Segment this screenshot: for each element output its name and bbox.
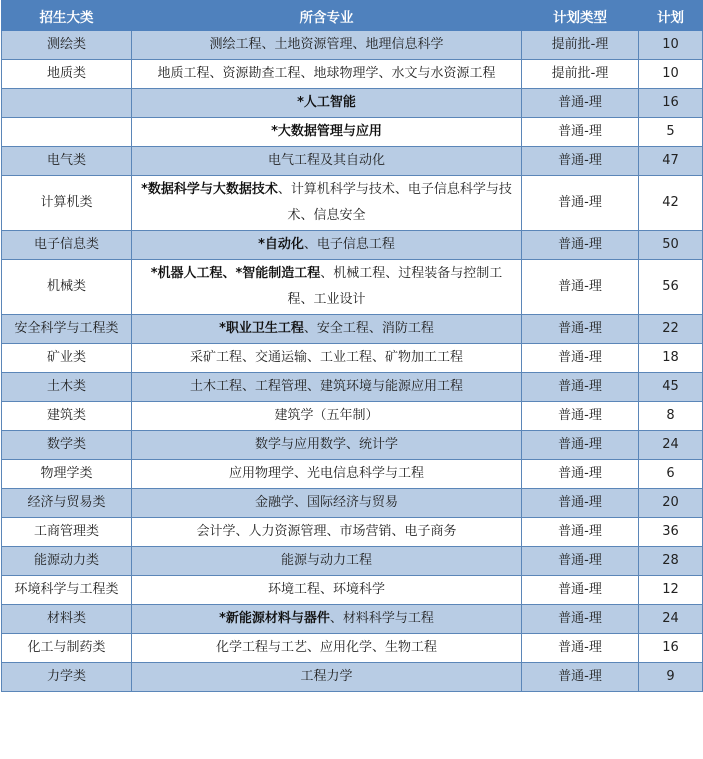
table-row	[2, 176, 703, 231]
cell-plan: 5	[639, 118, 703, 147]
major-list: 地质工程、资源勘查工程、地球物理学、水文与水资源工程	[157, 66, 496, 81]
major-list: 电气工程及其自动化	[267, 153, 385, 168]
cell-plan: 9	[639, 663, 703, 692]
cell-majors	[132, 60, 522, 89]
table-row	[2, 60, 703, 89]
table-row	[2, 31, 703, 60]
major-list: 数学与应用数学、统计学	[254, 437, 398, 452]
table-row	[2, 547, 703, 576]
cell-category: 土木类	[2, 373, 132, 402]
major-list: 、材料科学与工程	[329, 611, 434, 626]
cell-plan-type: 普通-理	[522, 547, 639, 576]
table-row	[2, 147, 703, 176]
cell-plan: 12	[639, 576, 703, 605]
cell-plan-type: 普通-理	[522, 634, 639, 663]
major-list: 工程力学	[300, 669, 353, 684]
cell-plan: 10	[639, 31, 703, 60]
cell-category: 化工与制药类	[2, 634, 132, 663]
cell-plan-type: 普通-理	[522, 315, 639, 344]
cell-category: 电子信息类	[2, 231, 132, 260]
featured-major: *机器人工程、*智能制造工程	[150, 266, 321, 281]
cell-majors	[132, 605, 522, 634]
cell-plan: 50	[639, 231, 703, 260]
cell-plan: 42	[639, 176, 703, 231]
table-row	[2, 460, 703, 489]
cell-category: 材料类	[2, 605, 132, 634]
table-row	[2, 260, 703, 315]
cell-category: 数学类	[2, 431, 132, 460]
major-list: 测绘工程、土地资源管理、地理信息科学	[209, 37, 444, 52]
major-list: 会计学、人力资源管理、市场营销、电子商务	[196, 524, 457, 539]
header-plan-type: 计划类型	[522, 1, 639, 31]
cell-majors	[132, 489, 522, 518]
table-row	[2, 344, 703, 373]
cell-majors	[132, 118, 522, 147]
cell-plan-type: 提前批-理	[522, 60, 639, 89]
cell-plan-type: 普通-理	[522, 431, 639, 460]
major-list: 金融学、国际经济与贸易	[254, 495, 398, 510]
cell-category: 测绘类	[2, 31, 132, 60]
cell-plan-type: 普通-理	[522, 460, 639, 489]
cell-majors	[132, 344, 522, 373]
table-row	[2, 231, 703, 260]
cell-majors	[132, 460, 522, 489]
enrollment-plan-table	[1, 0, 703, 692]
major-list: 、机械工程、过程装备与控制工程、工业设计	[287, 266, 503, 307]
featured-major: *职业卫生工程	[219, 321, 304, 336]
major-list: 、安全工程、消防工程	[303, 321, 434, 336]
featured-major: *人工智能	[297, 95, 356, 110]
cell-category: 矿业类	[2, 344, 132, 373]
cell-plan-type: 普通-理	[522, 231, 639, 260]
cell-majors	[132, 547, 522, 576]
featured-major: *新能源材料与器件	[219, 611, 330, 626]
featured-major: *大数据管理与应用	[271, 124, 382, 139]
major-list: 、电子信息工程	[303, 237, 395, 252]
cell-category: 经济与贸易类	[2, 489, 132, 518]
table-row	[2, 315, 703, 344]
table-row	[2, 663, 703, 692]
cell-majors	[132, 663, 522, 692]
header-plan: 计划	[639, 1, 703, 31]
cell-majors	[132, 231, 522, 260]
major-list: 应用物理学、光电信息科学与工程	[228, 466, 424, 481]
cell-plan: 22	[639, 315, 703, 344]
table-row	[2, 605, 703, 634]
cell-plan-type: 普通-理	[522, 518, 639, 547]
table-row	[2, 634, 703, 663]
cell-plan-type: 普通-理	[522, 260, 639, 315]
cell-plan: 10	[639, 60, 703, 89]
cell-category: 建筑类	[2, 402, 132, 431]
table-row	[2, 89, 703, 118]
cell-plan-type: 普通-理	[522, 489, 639, 518]
cell-majors	[132, 373, 522, 402]
cell-plan-type: 普通-理	[522, 89, 639, 118]
cell-plan: 8	[639, 402, 703, 431]
cell-plan-type: 普通-理	[522, 344, 639, 373]
major-list: 能源与动力工程	[280, 553, 372, 568]
cell-category	[2, 118, 132, 147]
cell-majors	[132, 89, 522, 118]
cell-plan-type: 普通-理	[522, 663, 639, 692]
cell-plan-type: 普通-理	[522, 176, 639, 231]
major-list: 、计算机科学与技术、电子信息科学与技术、信息安全	[277, 182, 512, 223]
cell-majors	[132, 147, 522, 176]
cell-plan: 45	[639, 373, 703, 402]
featured-major: *数据科学与大数据技术	[141, 182, 278, 197]
cell-plan: 36	[639, 518, 703, 547]
table-row	[2, 431, 703, 460]
cell-plan: 24	[639, 605, 703, 634]
cell-plan: 47	[639, 147, 703, 176]
table-row	[2, 118, 703, 147]
header-majors: 所含专业	[132, 1, 522, 31]
major-list: 建筑学（五年制）	[274, 408, 379, 423]
cell-category: 环境科学与工程类	[2, 576, 132, 605]
cell-majors	[132, 402, 522, 431]
cell-majors	[132, 518, 522, 547]
table-body	[2, 31, 703, 692]
cell-category: 计算机类	[2, 176, 132, 231]
cell-plan: 6	[639, 460, 703, 489]
cell-category: 物理学类	[2, 460, 132, 489]
table-row	[2, 373, 703, 402]
cell-plan-type: 普通-理	[522, 147, 639, 176]
cell-majors	[132, 176, 522, 231]
table-row	[2, 518, 703, 547]
cell-category: 工商管理类	[2, 518, 132, 547]
cell-majors	[132, 634, 522, 663]
cell-category: 能源动力类	[2, 547, 132, 576]
cell-plan-type: 普通-理	[522, 576, 639, 605]
cell-plan: 28	[639, 547, 703, 576]
table-row	[2, 402, 703, 431]
cell-category: 电气类	[2, 147, 132, 176]
table-row	[2, 576, 703, 605]
cell-majors	[132, 431, 522, 460]
cell-category: 机械类	[2, 260, 132, 315]
cell-plan: 20	[639, 489, 703, 518]
cell-plan: 16	[639, 89, 703, 118]
cell-plan: 16	[639, 634, 703, 663]
cell-plan: 18	[639, 344, 703, 373]
cell-plan-type: 提前批-理	[522, 31, 639, 60]
table-row	[2, 489, 703, 518]
cell-category: 安全科学与工程类	[2, 315, 132, 344]
cell-category: 地质类	[2, 60, 132, 89]
cell-majors	[132, 260, 522, 315]
cell-category: 力学类	[2, 663, 132, 692]
cell-majors	[132, 576, 522, 605]
cell-majors	[132, 31, 522, 60]
featured-major: *自动化	[258, 237, 304, 252]
major-list: 环境工程、环境科学	[267, 582, 385, 597]
cell-plan-type: 普通-理	[522, 605, 639, 634]
cell-plan-type: 普通-理	[522, 373, 639, 402]
major-list: 土木工程、工程管理、建筑环境与能源应用工程	[189, 379, 463, 394]
header-category: 招生大类	[2, 1, 132, 31]
cell-plan-type: 普通-理	[522, 402, 639, 431]
cell-majors	[132, 315, 522, 344]
major-list: 化学工程与工艺、应用化学、生物工程	[215, 640, 437, 655]
cell-plan: 56	[639, 260, 703, 315]
cell-plan-type: 普通-理	[522, 118, 639, 147]
major-list: 采矿工程、交通运输、工业工程、矿物加工工程	[189, 350, 463, 365]
cell-plan: 24	[639, 431, 703, 460]
cell-category	[2, 89, 132, 118]
header-row	[2, 1, 703, 31]
